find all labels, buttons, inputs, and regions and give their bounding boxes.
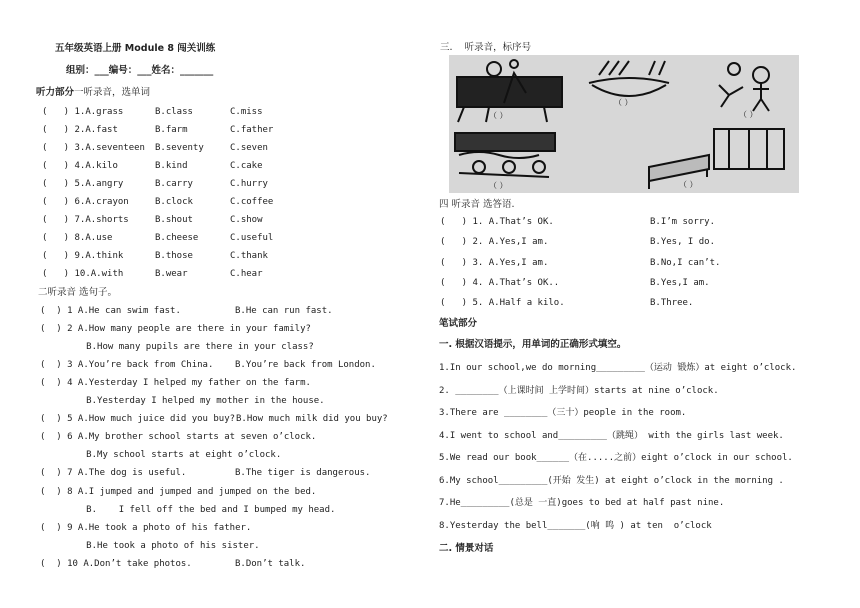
word-row-6-b: B.clock [155, 197, 193, 207]
word-row-5-a: ( ) 5.A.angry [42, 179, 124, 189]
answer-row-1-b: B.I’m sorry. [650, 217, 716, 227]
word-row-9-b: B.those [155, 251, 193, 261]
answer-row-1-a: ( ) 1. A.That’s OK. [440, 217, 554, 227]
fill-item-7: 7.He_________(总是 一直)goes to bed at half past nine. [439, 498, 725, 508]
word-row-6-a: ( ) 6.A.crayon [42, 197, 129, 207]
sentence-section-heading: 二听录音 选句子。 [38, 287, 118, 298]
student-info-line: 组别：___编号：___姓名：_______ [66, 65, 214, 76]
listening-heading [36, 87, 150, 98]
sentence-row-6-b: B.My school starts at eight o’clock. [32, 450, 282, 460]
word-row-7-c: C.show [230, 215, 263, 225]
word-row-9-c: C.thank [230, 251, 268, 261]
fill-item-1: 1.In our school,we do morning_________（运动 锻炼）at eight o’clock. [439, 363, 797, 373]
svg-text:（ ）: （ ） [679, 180, 698, 189]
sentence-row-7-b: B.The tiger is dangerous. [235, 468, 371, 478]
answer-row-3-b: B.No,I can’t. [650, 258, 721, 268]
word-row-1-b: B.class [155, 107, 193, 117]
fill-item-8: 8.Yesterday the bell_______(响 鸣 ) at ten o’clock [439, 521, 712, 531]
word-row-2-b: B.farm [155, 125, 188, 135]
sentence-row-2-b: B.How many pupils are there in your class? [32, 342, 314, 352]
word-row-2-c: C.father [230, 125, 274, 135]
part4-heading: 四 听录音 选答语. [439, 199, 515, 210]
word-row-9-a: ( ) 9.A.think [42, 251, 124, 261]
sentence-row-3-a: ( ) 3 A.You’re back from China. [40, 360, 214, 370]
part3-heading: 三. 听录音，标序号 [440, 42, 532, 53]
sentence-row-6-a: ( ) 6 A.My brother school starts at seven o’clock. [40, 432, 317, 442]
fill-item-5: 5.We read our book______（在.....之前）eight o’clock in our school. [439, 453, 793, 463]
fill-item-3: 3.There are ________（三十）people in the room. [439, 408, 687, 418]
word-row-1-a: ( ) 1.A.grass [42, 107, 124, 117]
written-heading: 笔试部分 [439, 318, 478, 329]
listening-heading-bold: 听力部分 [36, 87, 75, 98]
svg-text:（ ）: （ ） [614, 98, 633, 107]
sentence-row-4-a: ( ) 4 A.Yesterday I helped my father on the farm. [40, 378, 311, 388]
answer-row-2-a: ( ) 2. A.Yes,I am. [440, 237, 549, 247]
fill-item-4: 4.I went to school and_________（跳绳） with the girls last week. [439, 431, 784, 441]
word-row-2-a: ( ) 2.A.fast [42, 125, 118, 135]
cooking-picture [457, 60, 562, 122]
dialog-heading: 二. 情景对话 [439, 543, 494, 554]
word-row-8-a: ( ) 8.A.use [42, 233, 113, 243]
word-row-3-a: ( ) 3.A.seventeen [42, 143, 145, 153]
svg-text:（ ）: （ ） [489, 111, 508, 120]
word-row-5-c: C.hurry [230, 179, 268, 189]
fill-item-6: 6.My school_________(开始 发生) at eight o’clock in the morning . [439, 476, 784, 486]
sentence-row-8-b: B. I fell off the bed and I bumped my head. [32, 505, 336, 515]
sentence-row-5-a: ( ) 5 A.How much juice did you buy? [40, 414, 236, 424]
sentence-row-9-b: B.He took a photo of his sister. [32, 541, 260, 551]
answer-row-2-b: B.Yes, I do. [650, 237, 716, 247]
fill-in-heading: 一. 根据汉语提示，用单词的正确形式填空。 [439, 339, 627, 350]
word-row-8-b: B.cheese [155, 233, 199, 243]
sentence-row-1-a: ( ) 1 A.He can swim fast. [40, 306, 181, 316]
fill-item-2: 2. ________（上课时间 上学时间）starts at nine o’clock. [439, 386, 719, 396]
sentence-row-7-a: ( ) 7 A.The dog is useful. [40, 468, 187, 478]
answer-row-4-b: B.Yes,I am. [650, 278, 710, 288]
sentence-row-10-b: B.Don’t talk. [235, 559, 306, 569]
noodles-picture [589, 61, 669, 107]
listening-heading-rest: 一听录音，选单词 [74, 87, 151, 98]
bedroom-picture [649, 129, 784, 189]
word-row-7-a: ( ) 7.A.shorts [42, 215, 129, 225]
answer-row-5-a: ( ) 5. A.Half a kilo. [440, 298, 565, 308]
sentence-row-5-b: B.How much milk did you buy? [236, 414, 388, 424]
svg-text:（ ）: （ ） [739, 110, 758, 119]
word-row-10-a: ( ) 10.A.with [42, 269, 124, 279]
page-title: 五年级英语上册 Module 8 闯关训练 [55, 43, 216, 54]
sentence-row-3-b: B.You’re back from London. [235, 360, 376, 370]
sentence-row-8-a: ( ) 8 A.I jumped and jumped and jumped on the bed. [40, 487, 317, 497]
word-row-6-c: C.coffee [230, 197, 274, 207]
listening-picture-grid [449, 55, 799, 193]
sentence-row-1-b: B.He can run fast. [235, 306, 333, 316]
word-row-1-c: C.miss [230, 107, 263, 117]
answer-row-4-a: ( ) 4. A.That’s OK.. [440, 278, 560, 288]
answer-row-5-b: B.Three. [650, 298, 694, 308]
word-row-3-c: C.seven [230, 143, 268, 153]
word-row-4-a: ( ) 4.A.kilo [42, 161, 118, 171]
word-row-8-c: C.useful [230, 233, 274, 243]
classroom-picture [455, 133, 555, 190]
sentence-row-2-a: ( ) 2 A.How many people are there in your family? [40, 324, 311, 334]
word-row-7-b: B.shout [155, 215, 193, 225]
word-row-5-b: B.carry [155, 179, 193, 189]
sentence-row-9-a: ( ) 9 A.He took a photo of his father. [40, 523, 252, 533]
word-row-4-b: B.kind [155, 161, 188, 171]
word-row-3-b: B.seventy [155, 143, 204, 153]
svg-text:（ ）: （ ） [489, 181, 508, 190]
sentence-row-10-a: ( ) 10 A.Don’t take photos. [40, 559, 192, 569]
word-row-10-c: C.hear [230, 269, 263, 279]
kids-playing-picture [719, 63, 769, 119]
word-row-10-b: B.wear [155, 269, 188, 279]
answer-row-3-a: ( ) 3. A.Yes,I am. [440, 258, 549, 268]
word-row-4-c: C.cake [230, 161, 263, 171]
sentence-row-4-b: B.Yesterday I helped my mother in the house. [32, 396, 325, 406]
